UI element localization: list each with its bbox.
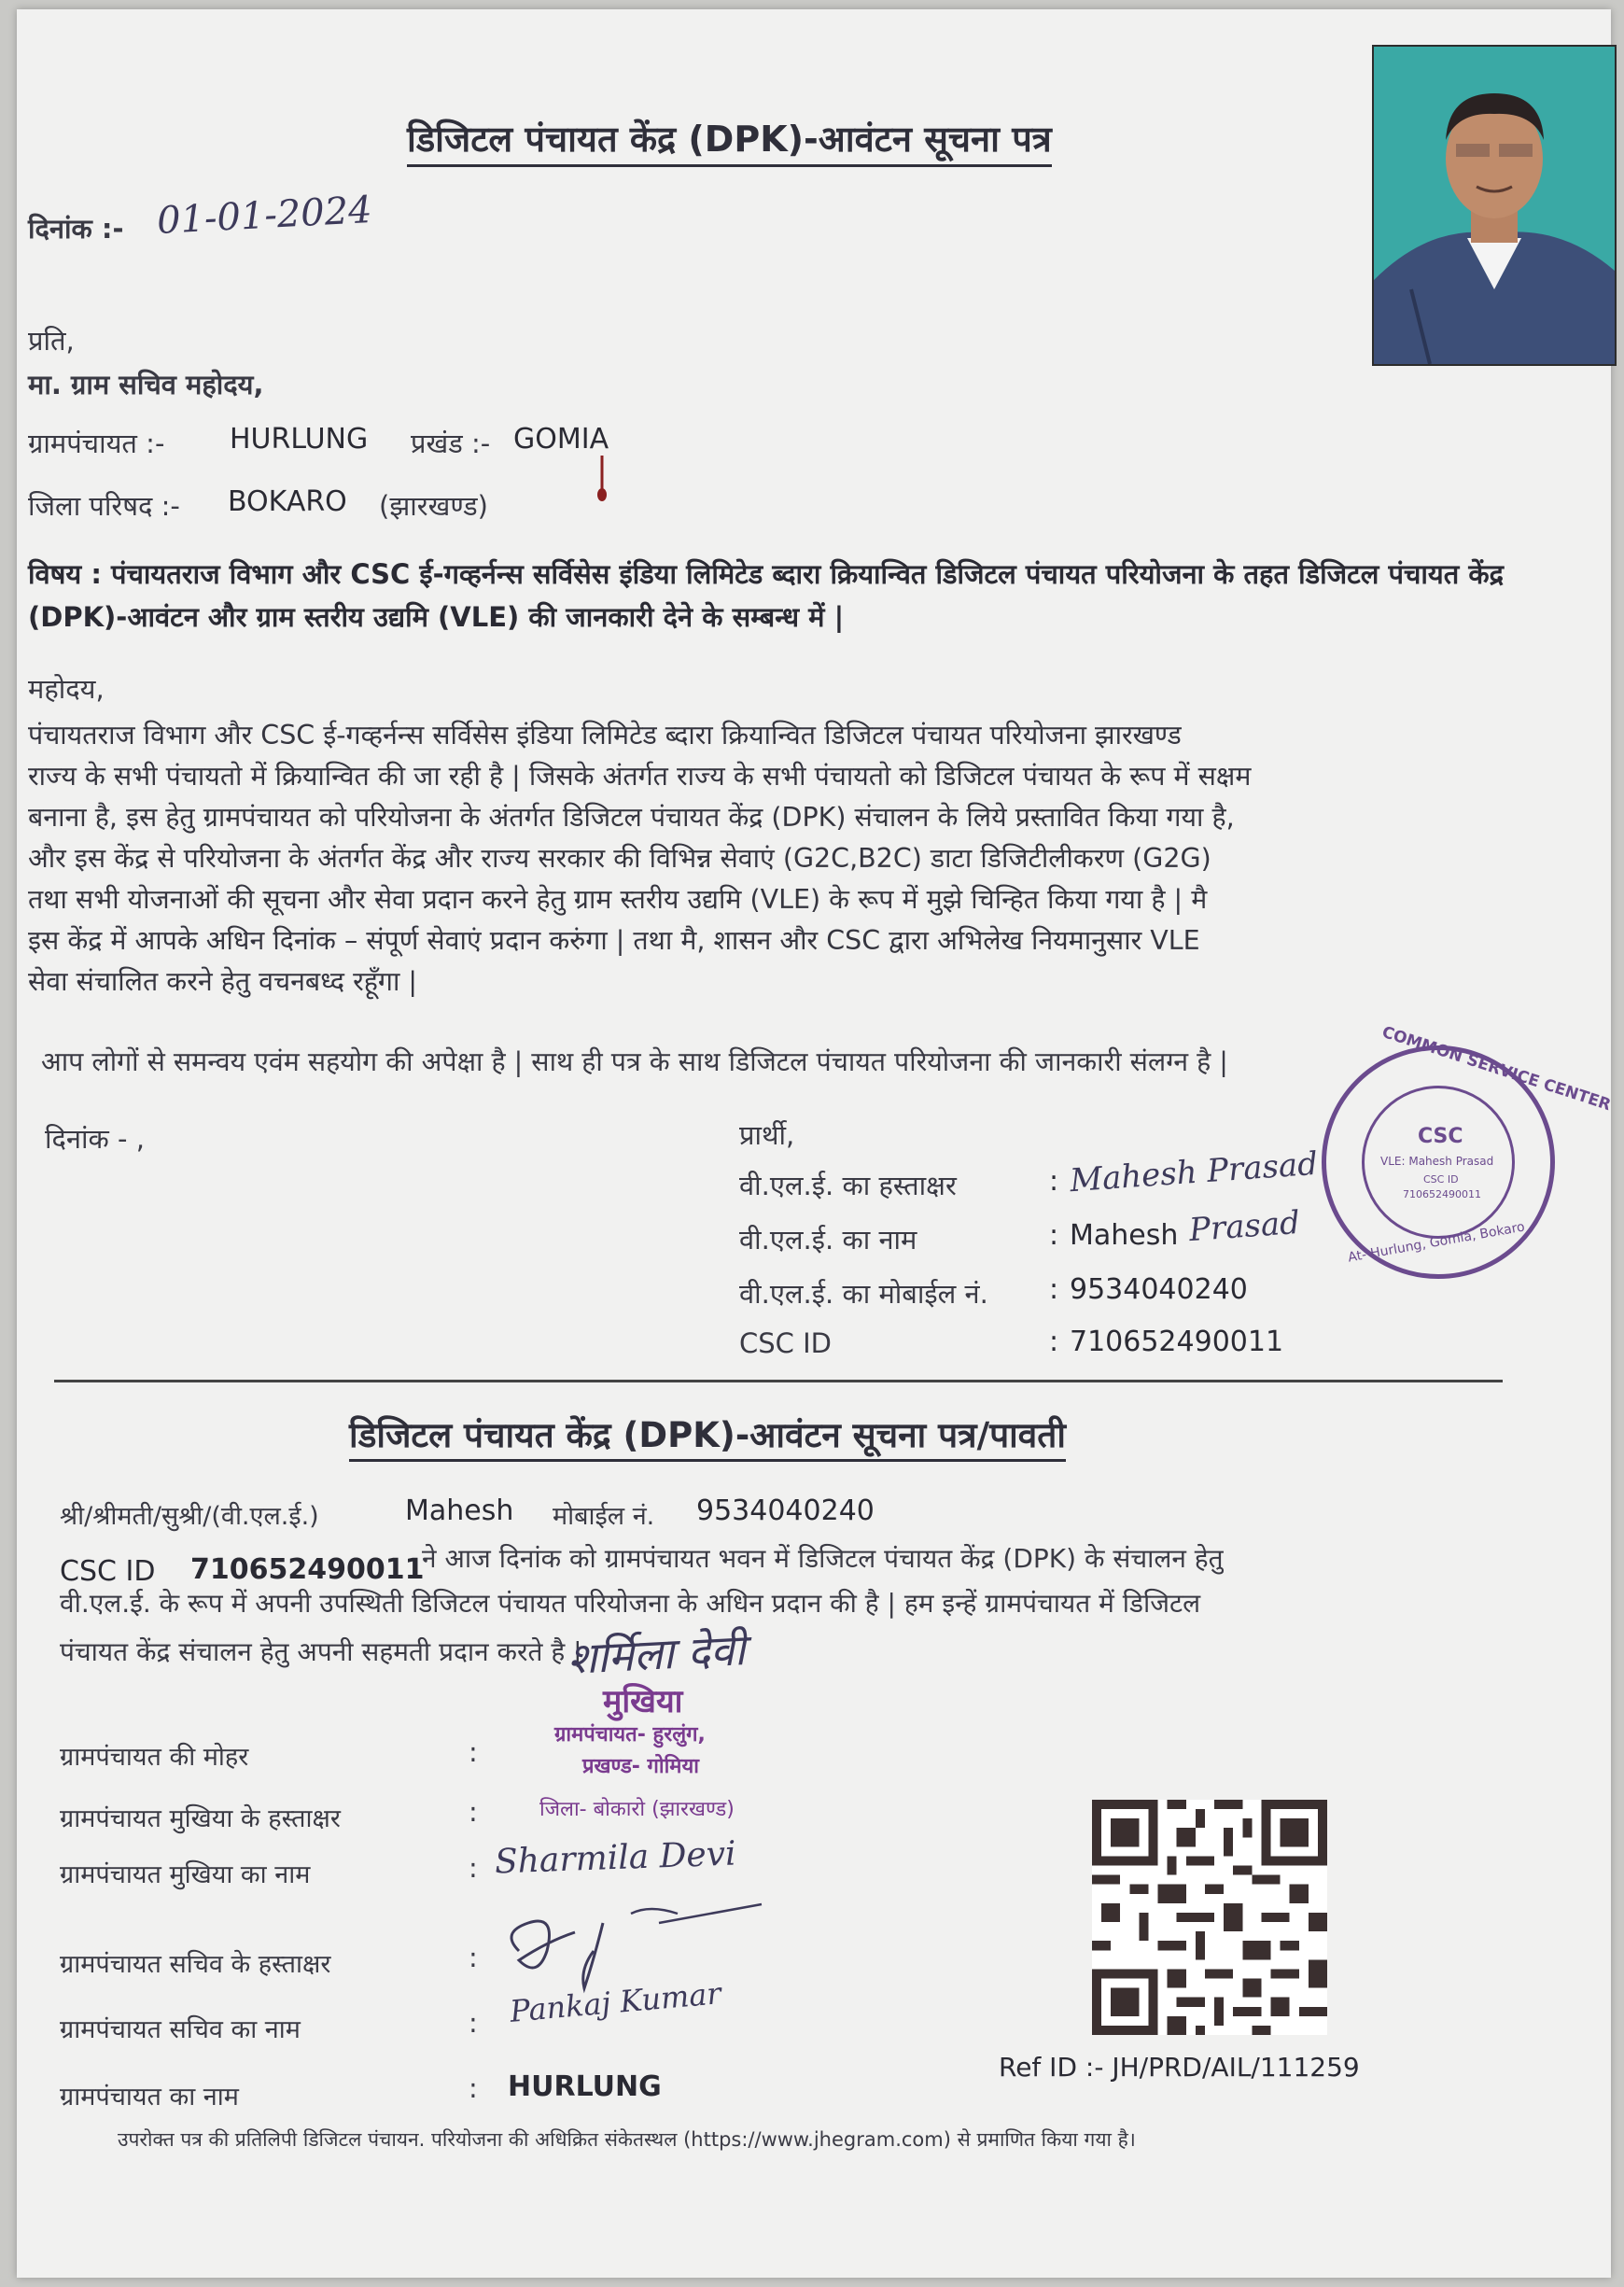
- zila-label: जिला परिषद :-: [28, 490, 180, 522]
- footer-note: उपरोक्त पत्र की प्रतिलिपी डिजिटल पंचायन. परियोजना की अधिक्रित संकेतस्थल (https://www.jhegram.com) से प्रमाणित किया गया है।: [118, 2128, 1136, 2151]
- body-line: तथा सभी योजनाओं की सूचना और सेवा प्रदान करने हेतु ग्राम स्तरीय उद्यमि (VLE) के रूप में मुझे चिन्हित किया गया है | मै: [28, 884, 1208, 915]
- section-divider: [54, 1380, 1503, 1382]
- colon: :: [469, 2072, 478, 2104]
- colon: :: [1049, 1165, 1059, 1198]
- recipient: मा. ग्राम सचिव महोदय,: [28, 369, 264, 400]
- colon: :: [469, 1736, 478, 1768]
- sachiv-name: Pankaj Kumar: [508, 1975, 723, 2029]
- date-value: 01-01-2024: [155, 188, 373, 244]
- field-label: ग्रामपंचायत मुखिया का नाम: [60, 1860, 311, 1889]
- subject-text: विषय : पंचायतराज विभाग और CSC ई-गव्हर्नन्स सर्विसेस इंडिया लिमिटेड ब्दारा क्रियान्वित डिजिटल पंचायत परियोजना के तहत डिजिटल पंचायत केंद्र (DPK)-आवंटन और ग्राम स्तरीय उद्यमि (VLE) की जानकारी देने के सम्बन्ध में |: [28, 558, 1505, 633]
- body-line: और इस केंद्र से परियोजना के अंतर्गत केंद्र और राज्य सरकार की विभिन्न सेवाएं (G2C,B2C) डाटा डिजिटीलीकरण (G2G): [28, 843, 1211, 874]
- panchayat-stamp-line: जिला- बोकारो (झारखण्ड): [539, 1798, 735, 1821]
- panchayat-stamp-line: मुखिया: [603, 1683, 683, 1720]
- document-sheet: [17, 9, 1614, 2278]
- receipt-vle-name: Mahesh: [405, 1494, 514, 1527]
- vle-sign-label: वी.एल.ई. का हस्ताक्षर: [739, 1170, 957, 1201]
- date-label: दिनांक :-: [28, 213, 124, 245]
- receipt-line4: पंचायत केंद्र संचालन हेतु अपनी सहमती प्रदान करते है |: [60, 1636, 582, 1667]
- ref-id: Ref ID :- JH/PRD/AIL/111259: [999, 2052, 1360, 2083]
- stamp-csc-id-line: CSC ID: [1423, 1173, 1459, 1186]
- field-label: ग्रामपंचायत की मोहर: [60, 1743, 249, 1772]
- vle-name-printed: Mahesh: [1070, 1219, 1179, 1252]
- receipt-csc-value: 710652490011: [190, 1553, 425, 1586]
- colon: :: [469, 1942, 478, 1973]
- receipt-line2: ने आज दिनांक को ग्रामपंचायत भवन में डिजिटल पंचायत केंद्र (DPK) के संचालन हेतु: [422, 1543, 1224, 1574]
- body-line: इस केंद्र में आपके अधिन दिनांक – संपूर्ण सेवाएं प्रदान करुंगा | तथा मै, शासन और CSC द्वारा अभिलेख नियमानुसार VLE: [28, 925, 1200, 956]
- letter-body: [28, 715, 1559, 1003]
- receipt-csc-label: CSC ID: [60, 1555, 156, 1588]
- prakhand-value: GOMIA: [513, 423, 609, 456]
- panchayat-stamp-line: प्रखण्ड- गोमिया: [582, 1755, 699, 1778]
- receipt-mobile-value: 9534040240: [696, 1494, 875, 1527]
- vle-signature: Mahesh Prasad: [1068, 1144, 1320, 1200]
- ink-drip-mark: [595, 456, 605, 498]
- footer-date-label: दिनांक - ,: [45, 1123, 145, 1155]
- stamp-csc-id-num: 710652490011: [1403, 1188, 1481, 1200]
- colon: :: [1049, 1326, 1059, 1358]
- mukhiya-signature: शर्मिला देवी: [566, 1624, 747, 1684]
- colon: :: [469, 1796, 478, 1828]
- vle-name-handwritten: Prasad: [1187, 1203, 1302, 1250]
- qr-code: [1092, 1800, 1327, 2035]
- gram-panchayat-value: HURLUNG: [230, 423, 369, 456]
- field-label: ग्रामपंचायत मुखिया के हस्ताक्षर: [60, 1804, 341, 1833]
- gram-panchayat-label: ग्रामपंचायत :-: [28, 428, 165, 459]
- state-value: (झारखण्ड): [379, 490, 488, 522]
- body-line: बनाना है, इस हेतु ग्रामपंचायत को परियोजना के अंतर्गत डिजिटल पंचायत केंद्र (DPK) संचालन के लिये प्रस्तावित किया गया है,: [28, 802, 1235, 833]
- csc-stamp: [1322, 1022, 1614, 1279]
- body-line: पंचायतराज विभाग और CSC ई-गव्हर्नन्स सर्विसेस इंडिया लिमिटेड ब्दारा क्रियान्वित डिजिटल पंचायत परियोजना झारखण्ड: [28, 720, 1182, 751]
- vle-mobile-value: 9534040240: [1070, 1273, 1248, 1306]
- mukhiya-name: Sharmila Devi: [494, 1834, 737, 1882]
- receipt-title: डिजिटल पंचायत केंद्र (DPK)-आवंटन सूचना पत्र/पावती: [349, 1410, 1066, 1462]
- colon: :: [1049, 1273, 1059, 1306]
- field-label: ग्रामपंचायत सचिव का नाम: [60, 2015, 301, 2044]
- prati-text: प्रति,: [28, 325, 75, 357]
- prarthi-text: प्रार्थी,: [739, 1119, 795, 1151]
- csc-id-value: 710652490011: [1070, 1326, 1284, 1358]
- colon: :: [469, 1852, 478, 1884]
- receipt-line3: वी.एल.ई. के रूप में अपनी उपस्थिती डिजिटल पंचायत परियोजना के अधिन प्रदान की है | हम इन्हें ग्रामपंचायत में डिजिटल: [60, 1588, 1201, 1619]
- stamp-location: At- Hurlung, Gomia, Bokaro: [1347, 1219, 1526, 1266]
- receipt-mobile-label: मोबाईल नं.: [553, 1502, 655, 1531]
- closing-line: आप लोगों से समन्वय एवंम सहयोग की अपेक्षा है | साथ ही पत्र के साथ डिजिटल पंचायत परियोजना की जानकारी संलग्न है |: [41, 1046, 1228, 1077]
- prakhand-label: प्रखंड :-: [411, 428, 491, 459]
- body-line: सेवा संचालित करने हेतु वचनबध्द रहूँगा |: [28, 966, 417, 997]
- body-line: राज्य के सभी पंचायतो में क्रियान्वित की जा रही है | जिसके अंतर्गत राज्य के सभी पंचायतो को डिजिटल पंचायत के रूप में सक्षम: [28, 761, 1252, 792]
- panchayat-stamp-line: ग्रामपंचायत- हुरलुंग,: [554, 1723, 706, 1747]
- stamp-logo: CSC: [1418, 1125, 1463, 1148]
- field-label: ग्रामपंचायत का नाम: [60, 2083, 239, 2112]
- salutation: महोदय,: [28, 673, 105, 705]
- colon: :: [1049, 1219, 1059, 1252]
- panchayat-name-value: HURLUNG: [508, 2070, 662, 2103]
- field-label: ग्रामपंचायत सचिव के हस्ताक्षर: [60, 1950, 331, 1979]
- stamp-outer-text: COMMON SERVICE CENTER: [1379, 1022, 1614, 1115]
- vle-mobile-label: वी.एल.ई. का मोबाईल नं.: [739, 1278, 988, 1310]
- letter-title: डिजिटल पंचायत केंद्र (DPK)-आवंटन सूचना पत्र: [407, 114, 1052, 167]
- vle-name-label: वी.एल.ई. का नाम: [739, 1224, 917, 1256]
- csc-id-label: CSC ID: [739, 1327, 833, 1359]
- zila-value: BOKARO: [228, 485, 347, 518]
- receipt-prefix: श्री/श्रीमती/सुश्री/(वी.एल.ई.): [60, 1502, 319, 1531]
- colon: :: [469, 2007, 478, 2039]
- stamp-vle-line: VLE: Mahesh Prasad: [1380, 1155, 1494, 1168]
- applicant-photo: [1372, 45, 1617, 366]
